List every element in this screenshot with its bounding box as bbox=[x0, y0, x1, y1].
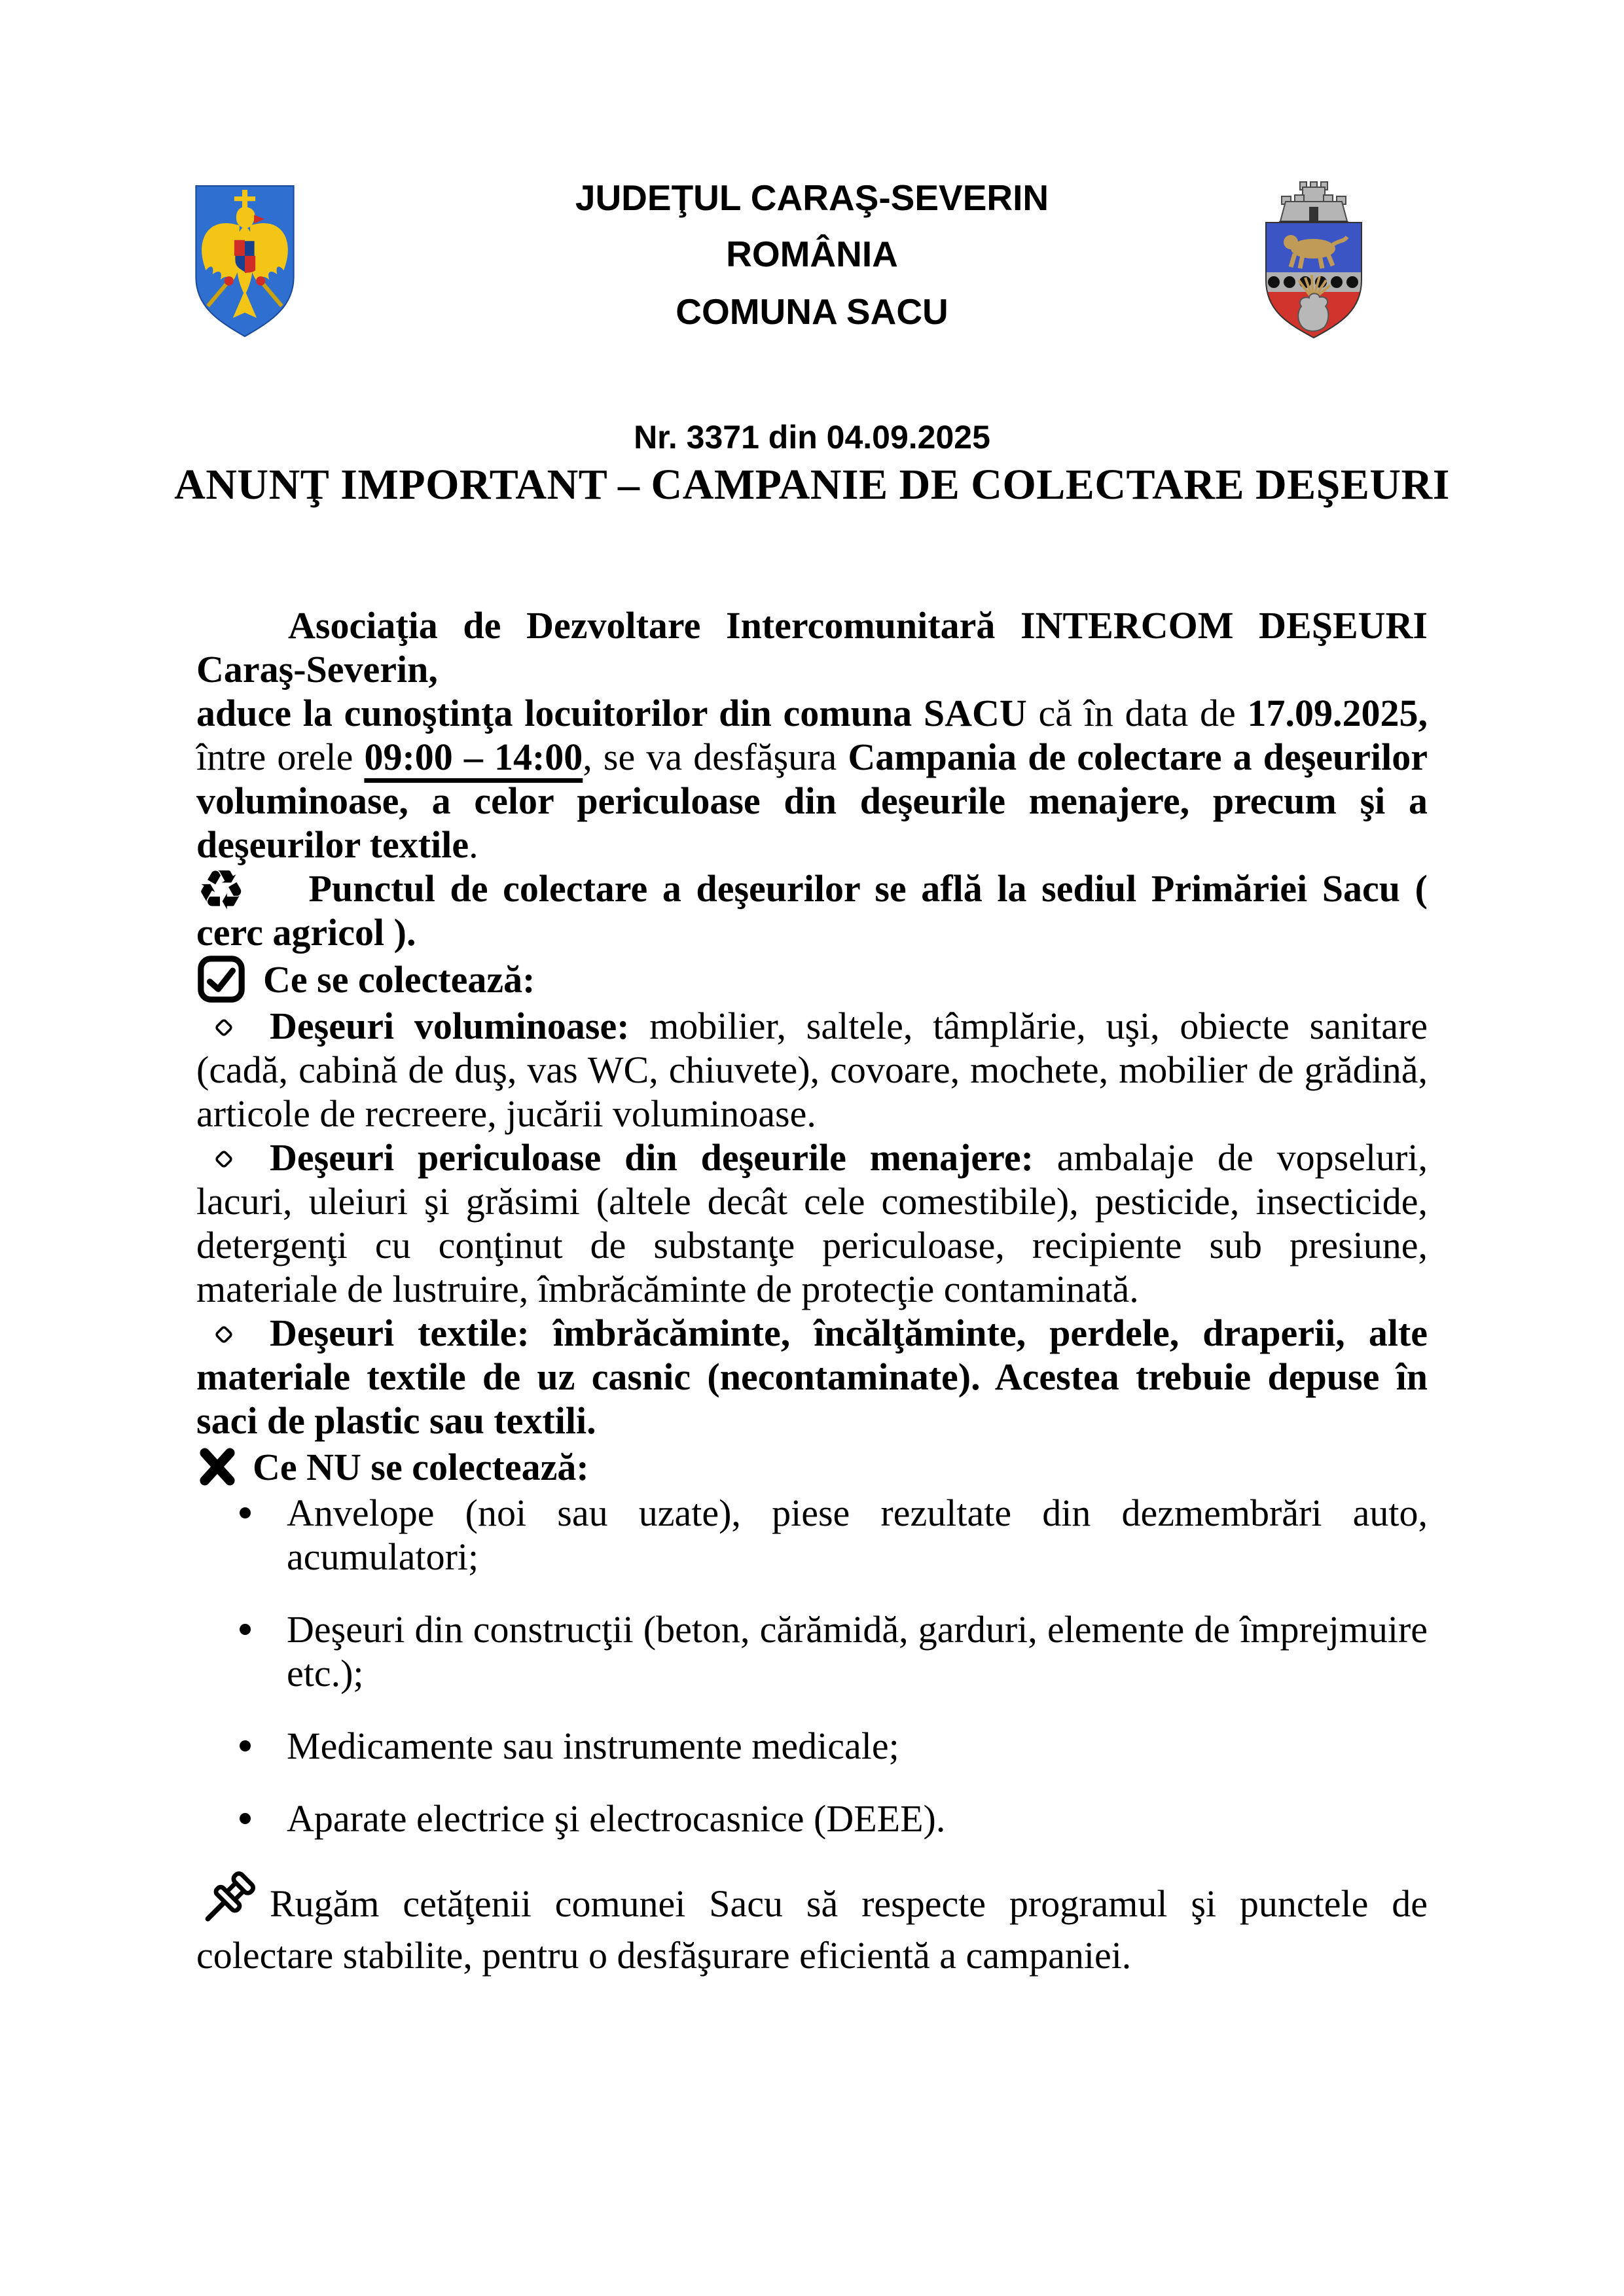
document-body bbox=[196, 603, 1428, 1977]
item-rest: ambalaje de vopseluri, lacuri, uleiuri şi grăsimi (altele decât cele comestibile), pesticide, insecticide, detergenţi cu conţinut de substanţe periculoase, recipiente sub presiune, materiale de lustruire, îmbrăcăminte de protecţie contaminată. bbox=[196, 1136, 1428, 1310]
intro-hours-prefix: între orele bbox=[196, 736, 365, 778]
recycling-icon: ♻ bbox=[196, 858, 251, 922]
header-county: JUDEŢUL CARAŞ-SEVERIN bbox=[575, 177, 1049, 218]
document-number: Nr. 3371 din 04.09.2025 bbox=[634, 419, 990, 456]
closing-paragraph bbox=[196, 1871, 1428, 1977]
not-collect-list bbox=[196, 1491, 1428, 1840]
intro-period: . bbox=[469, 823, 478, 866]
list-item: Medicamente sau instrumente medicale; bbox=[287, 1724, 1428, 1768]
collect-item-voluminous bbox=[196, 1004, 1428, 1136]
collect-section-heading bbox=[196, 954, 1428, 1004]
item-lead: Deşeuri voluminoase: bbox=[270, 1005, 630, 1047]
list-item: Anvelope (noi sau uzate), piese rezultate din dezmembrări auto, acumulatori; bbox=[287, 1492, 1428, 1578]
header-country: ROMÂNIA bbox=[726, 234, 898, 274]
intro-date: 17.09.2025, bbox=[1247, 692, 1428, 734]
intro-hours: 09:00 – 14:00 bbox=[364, 736, 583, 778]
intro-org: Asociaţia de Dezvoltare Intercomunitară INTERCOM DEŞEURI Caraş-Severin, bbox=[196, 604, 1428, 691]
item-rest: mobilier, saltele, tâmplărie, uşi, obiecte sanitare (cadă, cabină de duş, vas WC, chiuvete), covoare, mochete, mobilier de grădină, articole de recreere, jucării voluminoase. bbox=[196, 1005, 1428, 1135]
intro-campaign: Campania de colectare a deşeurilor voluminoase, a celor periculoase din deşeurile menajere, precum şi a deşeurilor textile bbox=[196, 736, 1428, 866]
intro-date-prefix: că în data de bbox=[1026, 692, 1248, 734]
collect-item-textile bbox=[196, 1311, 1428, 1443]
diamond-bullet-icon bbox=[211, 1014, 237, 1041]
item-lead: Deşeuri periculoase din deşeurile menajere: bbox=[270, 1136, 1034, 1179]
header-commune: COMUNA SACU bbox=[676, 291, 948, 332]
intro-paragraph bbox=[196, 603, 1428, 867]
pushpin-icon bbox=[196, 1871, 259, 1933]
diamond-bullet-icon bbox=[211, 1321, 237, 1348]
collection-point-paragraph bbox=[196, 858, 1428, 954]
intro-announce: aduce la cunoştinţa locuitorilor din comuna SACU bbox=[196, 692, 1027, 734]
intro-hours-suffix: , se va desfăşura bbox=[583, 736, 848, 778]
list-item: Deşeuri din construcţii (beton, cărămidă, garduri, elemente de împrejmuire etc.); bbox=[287, 1608, 1428, 1695]
collect-heading-label: Ce se colectează: bbox=[263, 958, 535, 1001]
list-item: Aparate electrice şi electrocasnice (DEEE). bbox=[287, 1797, 1428, 1840]
not-collect-heading-label: Ce NU se colectează: bbox=[253, 1445, 589, 1488]
not-collect-section-heading bbox=[196, 1443, 1428, 1491]
closing-text: Rugăm cetăţenii comunei Sacu să respecte programul şi punctele de colectare stabilite, pentru o desfăşurare eficientă a campaniei. bbox=[196, 1882, 1428, 1977]
collection-point-text: Punctul de colectare a deşeurilor se află la sediul Primăriei Sacu ( cerc agricol ). bbox=[196, 867, 1428, 954]
item-rest: îmbrăcăminte, încălţăminte, perdele, draperii, alte materiale textile de uz casnic (necontaminate). Acestea trebuie depuse în saci de plastic sau textili. bbox=[196, 1312, 1428, 1442]
page-title: ANUNŢ IMPORTANT – CAMPANIE DE COLECTARE DEŞEURI bbox=[174, 461, 1450, 509]
diamond-bullet-icon bbox=[211, 1146, 237, 1172]
collect-item-hazardous bbox=[196, 1136, 1428, 1311]
checkbox-checked-icon bbox=[196, 954, 246, 1004]
item-lead: Deşeuri textile: bbox=[270, 1312, 530, 1354]
x-mark-icon bbox=[196, 1443, 238, 1491]
